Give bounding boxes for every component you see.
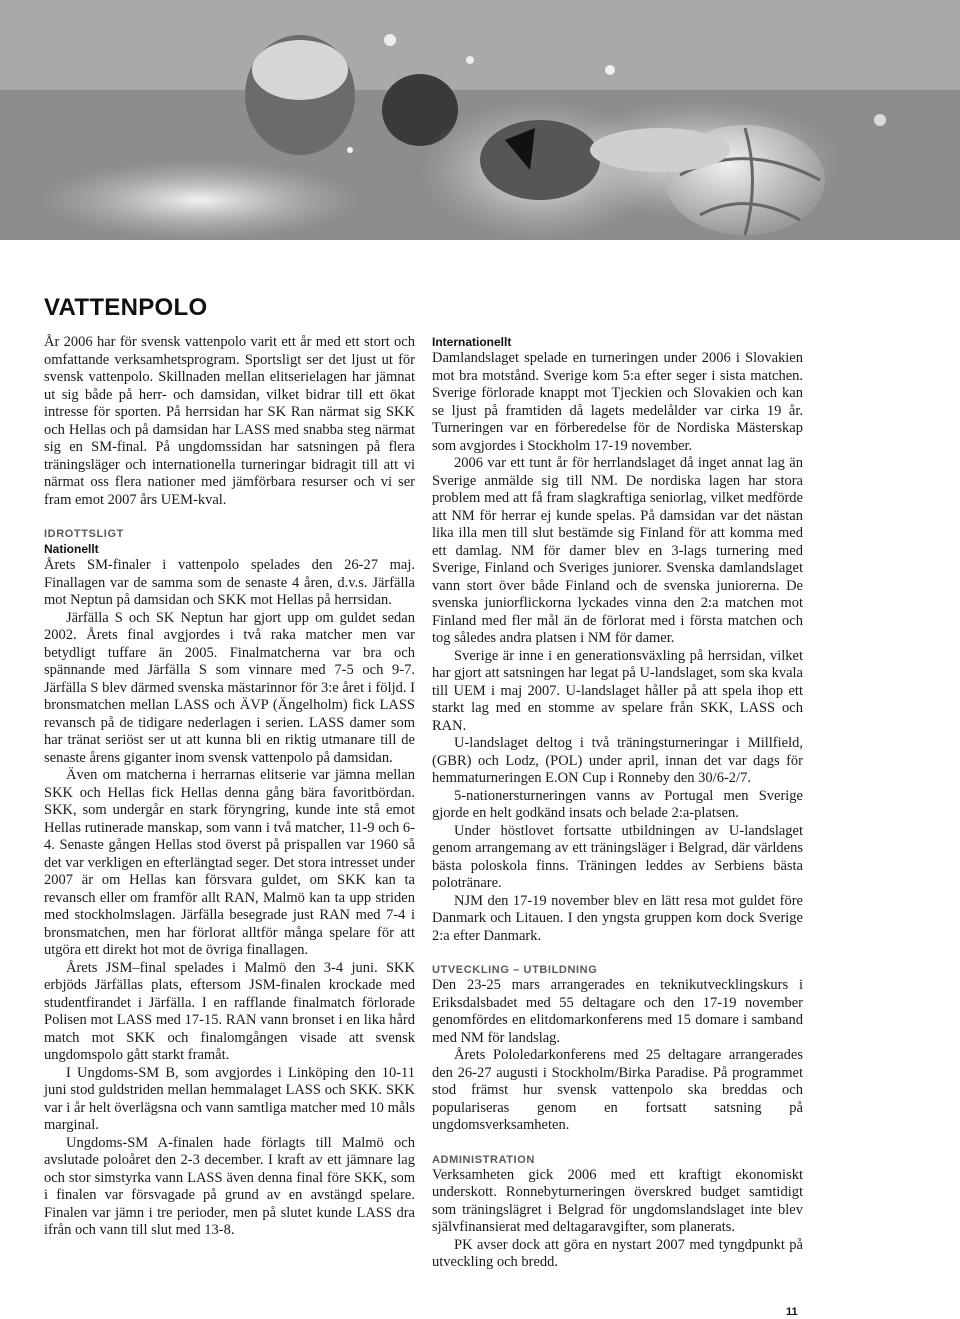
body-paragraph: U-landslaget deltog i två träningsturneringar i Millfield, (GBR) och Lodz, (POL) under april, innan det var dags för hemmaturneringen E.ON Cup i Ronneby den 30/6-2/7. [432, 735, 803, 786]
body-paragraph: Sverige är inne i en generationsväxling på herrsidan, vilket har gjort att satsningen har legat på U-landslaget, som ska kvala till UEM i maj 2007. U-landslaget håller på att spela ihop ett starkt lag med en stomme av spelare från SKK, LASS och RAN. [432, 647, 803, 734]
left-column [44, 334, 415, 1240]
body-paragraph: Järfälla S och SK Neptun har gjort upp om guldet sedan 2002. Årets final avgjordes i två raka matcher men var betydligt tuffare än 2005. Finalmatcherna var bra och spännande med Järfälla S som vinnare med 7-5 och 9-7. Järfälla S blev därmed svenska mästarinnor för 3:e året i följd. I bronsmatchen mellan LASS och ÄVP (Ängelholm) fick LASS revansch på de tidigare nederlagen i serien. LASS damer som har tränat seriöst ser ut att kunna bli en riktig utmanare till de senaste årens giganter inom svensk vattenpolo på damsidan. [44, 609, 415, 766]
body-paragraph: Årets SM-finaler i vattenpolo spelades den 26-27 maj. Finallagen var de samma som de senaste 4 åren, d.v.s. Järfälla mot Neptun på damsidan och SKK mot Hellas på herrsidan. [44, 557, 415, 608]
water-polo-photo-illustration [0, 0, 960, 240]
body-paragraph: Den 23-25 mars arrangerades en teknikutvecklingskurs i Eriksdalsbadet med 55 deltagare och den 17-19 november genomfördes en elitdomarkonferens med 15 domare i samband med NM för landslag. [432, 977, 803, 1046]
page-title: VATTENPOLO [44, 294, 208, 321]
body-paragraph: Under höstlovet fortsatte utbildningen av U-landslaget genom arrangemang av ett träningsläger i Belgrad, där världens bästa poloskola finns. Träningen leddes av Serbiens bästa polotränare. [432, 822, 803, 891]
right-column [432, 334, 803, 1272]
body-paragraph: Årets JSM–final spelades i Malmö den 3-4 juni. SKK erbjöds Järfällas plats, eftersom JSM-finalen krockade med studentfirandet i Järfälla. I en rafflande finalmatch förlorade Polisen mot LASS med 17-15. RAN vann bronset i en lika hård match mot SKK och finalomgången visade att svensk ungdomspolo gått starkt framåt. [44, 959, 415, 1063]
subhead-nationellt: Nationellt [44, 542, 99, 556]
body-paragraph: NJM den 17-19 november blev en lätt resa mot guldet före Danmark och Litauen. I den yngsta gruppen kom dock Sverige 2:a efter Danmark. [432, 892, 803, 944]
body-paragraph: I Ungdoms-SM B, som avgjordes i Linköping den 10-11 juni stod guldstriden mellan hemmalaget LASS och SKK. SKK var i år helt överlägsna och vann samtliga matcher med 10 måls marginal. [44, 1064, 415, 1133]
body-paragraph: 5-nationersturneringen vanns av Portugal men Sverige gjorde en helt godkänd insats och belade 2:a-platsen. [432, 787, 803, 821]
intro-paragraph: År 2006 har för svensk vattenpolo varit ett år med ett stort och omfattande verksamhetsprogram. Sportsligt ser det ljust ut för svensk vattenpolo. Skillnaden mellan elitserielagen har jämnat ut sig både på herr- och damsidan, vilket bidrar till ett ökat intresse för sporten. På herrsidan har SK Ran närmat sig SKK och Hellas och på damsidan har LASS med snabba steg närmat sig en SM-final. På ungdomssidan har satsningen på flera träningsläger och internationella turneringar bidragit till att vi närmat oss flera nationer med jämförbara resurser och vi ser fram emot 2007 års UEM-kval. [44, 334, 415, 508]
body-paragraph: Årets Pololedarkonferens med 25 deltagare arrangerades den 26-27 augusti i Stockholm/Birka Paradise. På programmet stod främst hur svensk vattenpolo ska breddas och populariseras genom en fortsatt satsning på ungdomsverksamheten. [432, 1047, 803, 1133]
body-paragraph: 2006 var ett tunt år för herrlandslaget då inget annat lag än Sverige anmälde sig till NM. De nordiska lagen har stora problem med att få fram slagkraftiga seniorlag, vilket medförde att NM för herrar ej kunde spelas. På damsidan var det nästan lika illa men till slut bestämde sig Finland för att komma med ett damlag. NM för damer blev en 3-lags turnering med Sverige, Finland och Sveriges juniorer. Svenska damlandslaget vann stort över både Finland och de svenska juniorerna. De svenska juniorflickorna lyckades vinna den 2:a matchen mot Finland med fler mål än de förlorat med i första matchen och tog således andra platsen i NM för damer. [432, 455, 803, 646]
page-number: 11 [786, 1306, 798, 1318]
body-paragraph: Ungdoms-SM A-finalen hade förlagts till Malmö och avslutade poloåret den 2-3 december. I kraft av ett jämnare lag och stor simstyrka vann LASS även denna final före SKK, som i finalen var försvagade på grund av en avstängd spelare. Finalen var jämn i tre perioder, men på slutet kunde LASS dra ifrån och vann till slut med 13-8. [44, 1134, 415, 1238]
section-kicker-idrottsligt: IDROTTSLIGT [44, 528, 124, 540]
body-paragraph: Även om matcherna i herrarnas elitserie var jämna mellan SKK och Hellas fick Hellas denna gång bära favoritbördan. SKK, som undergår en stark föryngring, kunde inte stå emot Hellas rutinerade manskap, som vann i två matcher, 11-9 och 6-4. Senaste gången Hellas stod överst på prispallen var 1960 så det var verkligen en efterlängtad seger. Det stora intresset under 2007 är om Hellas kan försvara guldet, om SKK kan ta revansch eller om framför allt RAN, Malmö kan ta upp striden med stockholmslagen. Järfälla besegrade just RAN med 7-4 i bronsmatchen, men har förlorat alltför många spelare för att utgöra ett direkt hot mot de övriga finallagen. [44, 767, 415, 958]
body-paragraph: Verksamheten gick 2006 med ett kraftigt ekonomiskt underskott. Ronnebyturneringen överskred budget samtidigt som träningslägret i Belgrad för ungdomslandslaget inte blev självfinansierat med deltagaravgifter, som planerats. [432, 1166, 803, 1235]
water-polo-photo [0, 0, 960, 240]
subhead-internationellt: Internationellt [432, 335, 512, 349]
section-kicker-utveckling: UTVECKLING – UTBILDNING [432, 964, 598, 976]
section-kicker-administration: ADMINISTRATION [432, 1153, 535, 1166]
body-paragraph: PK avser dock att göra en nystart 2007 med tyngdpunkt på utveckling och bredd. [432, 1236, 803, 1270]
body-paragraph: Damlandslaget spelade en turneringen under 2006 i Slovakien mot bra motstånd. Sverige kom 5:a efter seger i sista matchen. Sverige förlorade knappt mot Tjeckien och Slovakien och kan se ljust på framtiden då lagets medelålder var cirka 19 år. Turneringen var en förberedelse för de Nordiska Mästerskap som avgjordes i Stockholm 17-19 november. [432, 350, 803, 454]
